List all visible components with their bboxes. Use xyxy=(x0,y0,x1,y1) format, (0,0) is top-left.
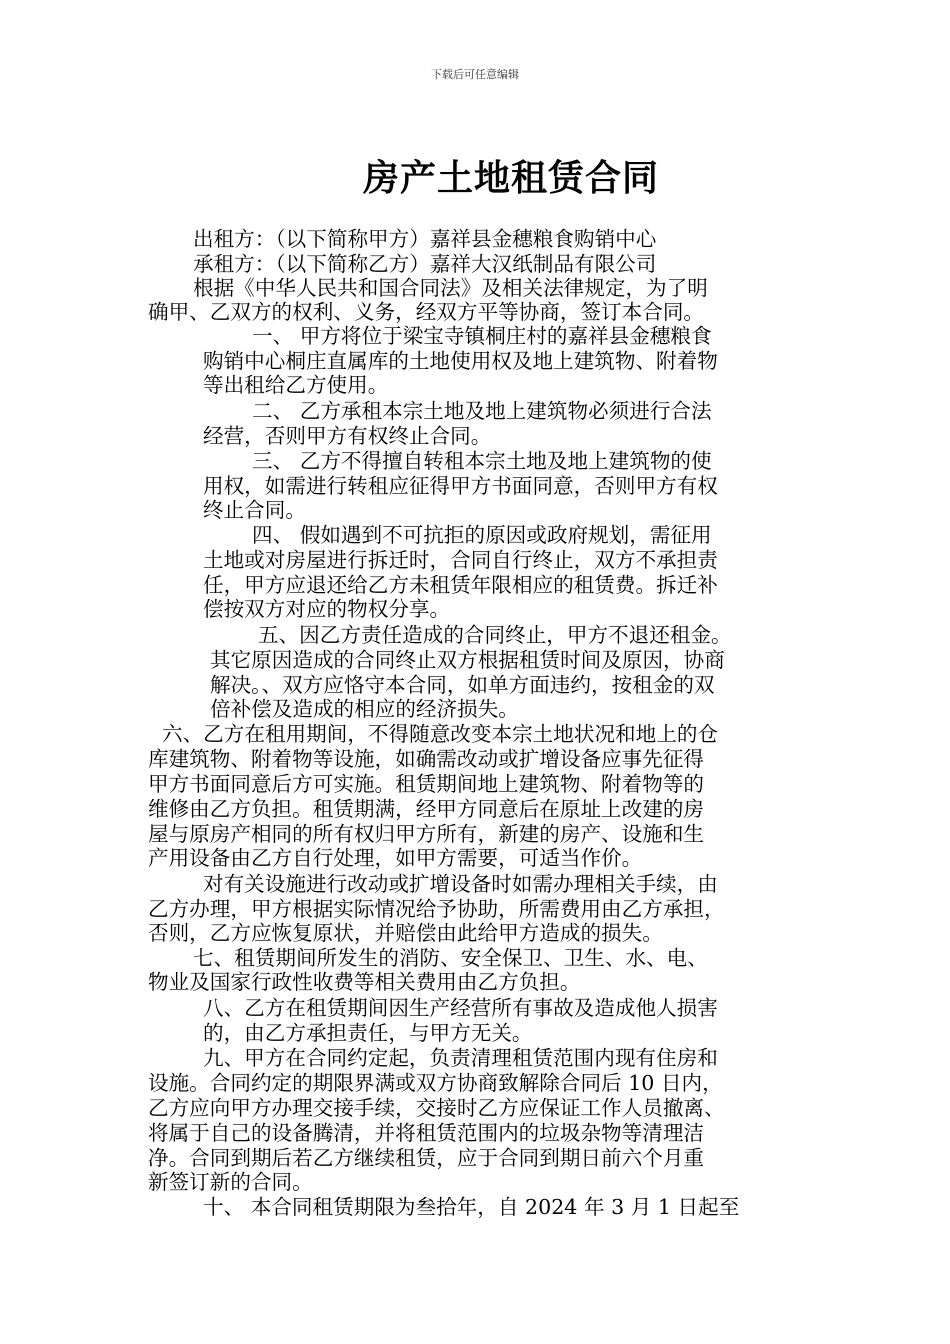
clause-6-line: 甲方书面同意后方可实施。租赁期间地上建筑物、附着物等的 xyxy=(148,772,705,796)
clause-1-line: 等出租给乙方使用。 xyxy=(203,373,389,397)
clause-3-line: 用权，如需进行转租应征得甲方书面同意，否则甲方有权 xyxy=(203,474,718,498)
clause-4-line: 偿按双方对应的物权分享。 xyxy=(203,597,451,621)
clause-3-line: 终止合同。 xyxy=(203,498,306,522)
clause-7-line: 七、租赁期间所发生的消防、安全保卫、卫生、水、电、 xyxy=(193,946,708,970)
lessee-line: 承租方：（以下简称乙方）嘉祥大汉纸制品有限公司 xyxy=(193,252,657,276)
clause-9-line: 九、甲方在合同约定起，负责清理租赁范围内现有住房和 xyxy=(203,1046,718,1070)
clause-10-line: 十、 本合同租赁期限为叁拾年，自 2024 年 3 月 1 日起至 xyxy=(203,1195,740,1219)
clause-6-line: 维修由乙方负担。租赁期满，经甲方同意后在原址上改建的房 xyxy=(148,797,705,821)
clause-9-line: 设施。合同约定的期限界满或双方协商致解除合同后 10 日内， xyxy=(148,1071,723,1095)
clause-3-line: 三、 乙方不得擅自转租本宗土地及地上建筑物的使 xyxy=(252,449,712,473)
clause-4-line: 四、 假如遇到不可抗拒的原因或政府规划，需征用 xyxy=(252,523,712,547)
clause-5-line: 五、因乙方责任造成的合同终止，甲方不退还租金。 xyxy=(258,623,732,647)
clause-7-line: 物业及国家行政性收费等相关费用由乙方负担。 xyxy=(148,970,581,994)
clause-8-line: 的，由乙方承担责任，与甲方无关。 xyxy=(203,1021,533,1045)
preamble-line: 确甲、乙双方的权利、义务，经双方平等协商，签订本合同。 xyxy=(148,300,705,324)
clause-9-line: 净。合同到期后若乙方继续租赁，应于合同到期日前六个月重 xyxy=(148,1146,705,1170)
clause-5-line: 其它原因造成的合同终止双方根据租赁时间及原因，协商 xyxy=(210,648,725,672)
clause-6-addendum-line: 对有关设施进行改动或扩增设备时如需办理相关手续，由 xyxy=(203,872,718,896)
clause-2-line: 经营，否则甲方有权终止合同。 xyxy=(203,424,492,448)
clause-9-line: 新签订新的合同。 xyxy=(148,1170,313,1194)
clause-2-line: 二、 乙方承租本宗土地及地上建筑物必须进行合法 xyxy=(252,399,712,423)
lessor-line: 出租方：（以下简称甲方）嘉祥县金穗粮食购销中心 xyxy=(193,227,657,251)
preamble-line: 根据《中华人民共和国合同法》及相关法律规定，为了明 xyxy=(193,276,708,300)
clause-6-addendum-line: 否则，乙方应恢复原状，并赔偿由此给甲方造成的损失。 xyxy=(148,921,663,945)
clause-9-line: 乙方应向甲方办理交接手续，交接时乙方应保证工作人员撤离、 xyxy=(148,1096,725,1120)
document-title: 房产土地租赁合同 xyxy=(362,158,659,199)
clause-5-line: 倍补偿及造成的相应的经济损失。 xyxy=(210,697,519,721)
clause-9-line: 将属于自己的设备腾清，并将租赁范围内的垃圾杂物等清理洁 xyxy=(148,1121,705,1145)
clause-4-line: 任，甲方应退还给乙方未租赁年限相应的租赁费。拆迁补 xyxy=(203,573,718,597)
clause-1-line: 购销中心桐庄直属库的土地使用权及地上建筑物、附着物 xyxy=(203,349,718,373)
clause-6-addendum-line: 乙方办理，甲方根据实际情况给予协助，所需费用由乙方承担， xyxy=(148,897,725,921)
clause-6-line: 产用设备由乙方自行处理，如甲方需要，可适当作价。 xyxy=(148,846,643,870)
clause-8-line: 八、乙方在租赁期间因生产经营所有事故及造成他人损害 xyxy=(203,996,718,1020)
clause-6-line: 六、乙方在租用期间，不得随意改变本宗土地状况和地上的仓 xyxy=(162,722,719,746)
clause-5-line: 解决。、双方应恪守本合同，如单方面违约，按租金的双 xyxy=(210,673,715,697)
header-note: 下载后可任意编辑 xyxy=(431,68,519,81)
clause-1-line: 一、 甲方将位于梁宝寺镇桐庄村的嘉祥县金穗粮食 xyxy=(252,324,712,348)
clause-4-line: 土地或对房屋进行拆迁时，合同自行终止，双方不承担责 xyxy=(203,548,718,572)
clause-6-line: 屋与原房产相同的所有权归甲方所有，新建的房产、设施和生 xyxy=(148,822,705,846)
clause-6-line: 库建筑物、附着物等设施，如确需改动或扩增设备应事先征得 xyxy=(148,747,705,771)
